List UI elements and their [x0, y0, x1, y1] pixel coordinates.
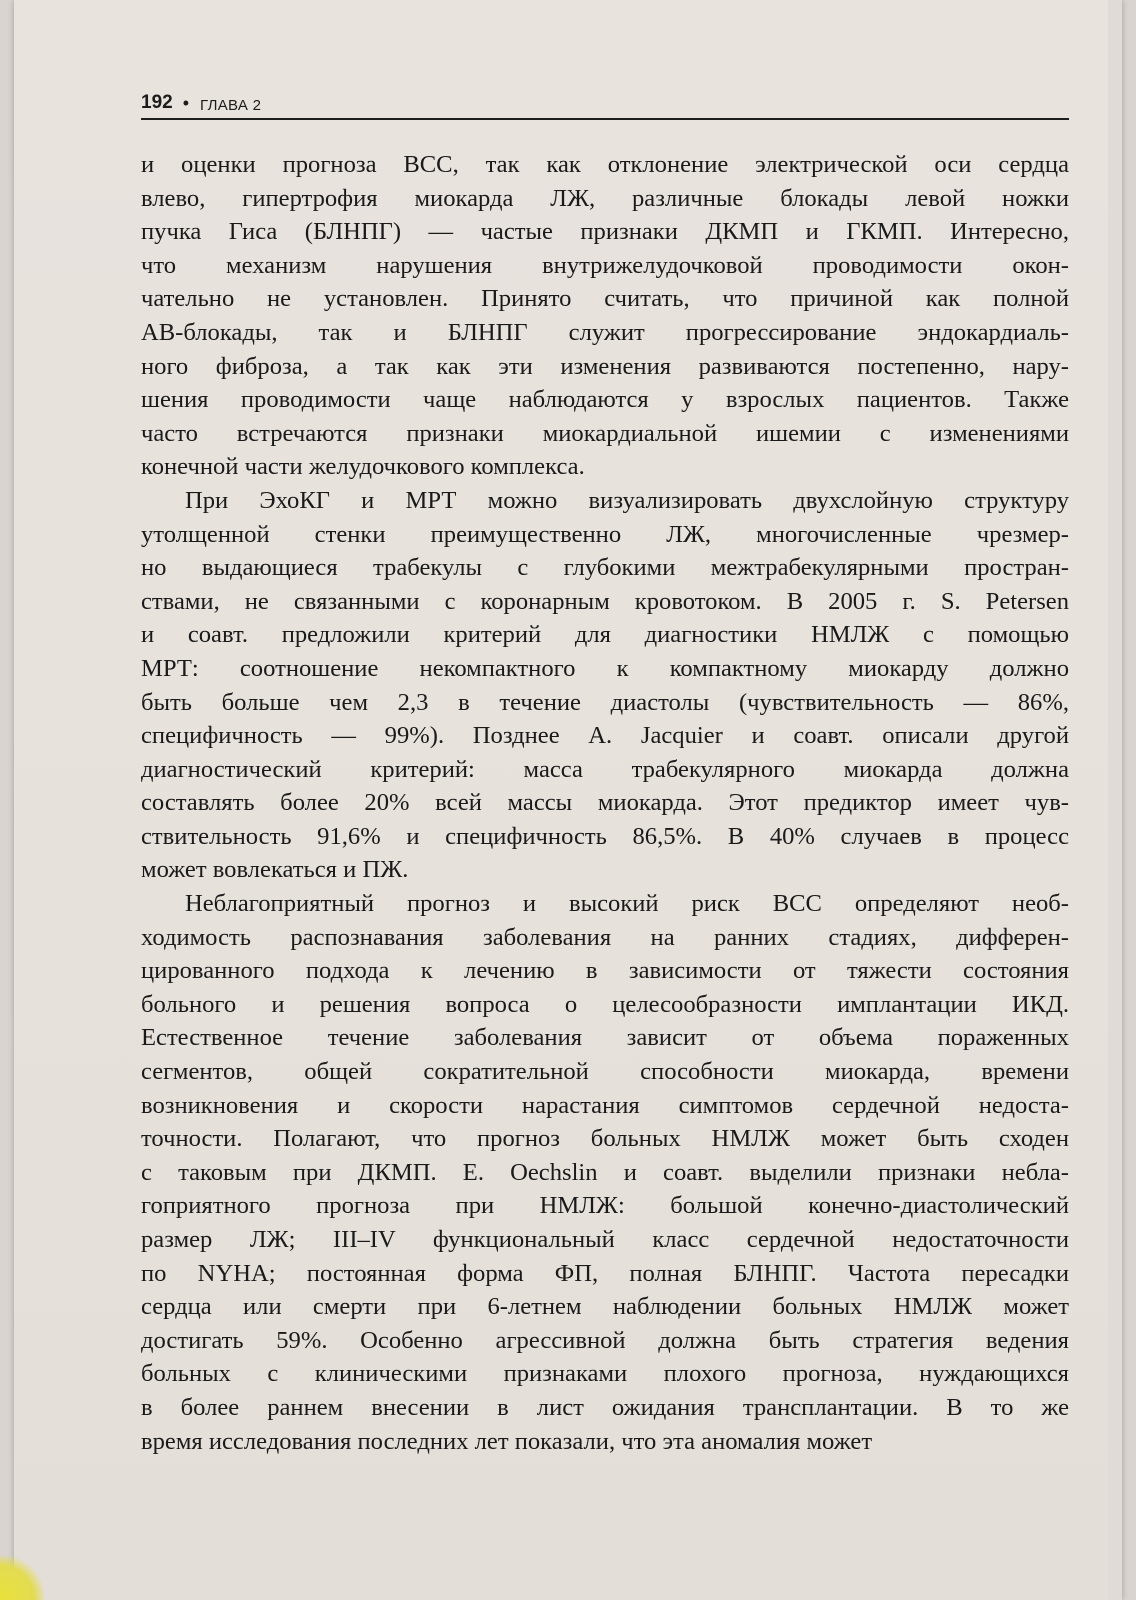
header-separator: •: [182, 93, 190, 113]
text-line: влево, гипертрофия миокарда ЛЖ, различные блокады левой ножки: [141, 184, 1069, 212]
text-line: специфичность — 99%). Позднее A. Jacquier и соавт. описали другой: [141, 722, 1069, 750]
text-line: размер ЛЖ; III–IV функциональный класс сердечной недостаточности: [141, 1226, 1069, 1253]
text-line: ного фиброза, а так как эти изменения развиваются постепенно, нару-: [141, 352, 1069, 380]
page-number: 192: [141, 92, 173, 113]
paragraph: [141, 484, 1069, 887]
text-line: достигать 59%. Особенно агрессивной должна быть стратегия ведения: [141, 1326, 1069, 1354]
body-text: [141, 148, 1069, 1458]
text-line: МРТ: соотношение некомпактного к компактному миокарду должно: [141, 654, 1069, 682]
text-line: и оценки прогноза ВСС, так как отклонение электрической оси сердца: [141, 151, 1069, 178]
page-edge: [1108, 0, 1122, 1600]
text-line: пучка Гиса (БЛНПГ) — частые признаки ДКМП и ГКМП. Интересно,: [141, 218, 1069, 246]
text-line: ствительность 91,6% и специфичность 86,5%. В 40% случаев в процесс: [141, 822, 1069, 850]
chapter-title: ГЛАВА 2: [200, 97, 262, 114]
text-line: сегментов, общей сократительной способности миокарда, времени: [141, 1058, 1069, 1086]
text-line: больных с клиническими признаками плохого прогноза, нуждающихся: [141, 1360, 1069, 1388]
text-line: диагностический критерий: масса трабекулярного миокарда должна: [141, 755, 1069, 783]
text-line: с таковым при ДКМП. E. Oechslin и соавт. выделили признаки небла-: [141, 1158, 1069, 1186]
text-line: Неблагоприятный прогноз и высокий риск ВСС определяют необ-: [185, 890, 1069, 918]
text-line: гоприятного прогноза при НМЛЖ: большой конечно-диастолический: [141, 1192, 1069, 1220]
text-line: больного и решения вопроса о целесообразности имплантации ИКД.: [141, 990, 1069, 1018]
text-line: точности. Полагают, что прогноз больных НМЛЖ может быть сходен: [141, 1125, 1069, 1153]
running-head: [141, 88, 1069, 120]
text-line: При ЭхоКГ и МРТ можно визуализировать двухслойную структуру: [185, 486, 1069, 514]
corner-sticker: [0, 1556, 44, 1600]
text-line: по NYHA; постоянная форма ФП, полная БЛНПГ. Частота пересадки: [141, 1259, 1069, 1287]
text-line: время исследования последних лет показали, что эта аномалия может: [141, 1427, 873, 1455]
book-page: [14, 0, 1122, 1600]
paragraph: [141, 887, 1069, 1458]
text-line: АВ-блокады, так и БЛНПГ служит прогрессирование эндокардиаль-: [141, 318, 1069, 346]
text-line: составлять более 20% всей массы миокарда. Этот предиктор имеет чув-: [141, 789, 1069, 817]
text-line: возникновения и скорости нарастания симптомов сердечной недоста-: [141, 1091, 1069, 1119]
paragraph: [141, 148, 1069, 484]
text-line: сердца или смерти при 6-летнем наблюдении больных НМЛЖ может: [141, 1293, 1069, 1321]
text-line: ходимость распознавания заболевания на ранних стадиях, дифферен-: [141, 923, 1069, 951]
text-line: ствами, не связанными с коронарным кровотоком. В 2005 г. S. Petersen: [141, 587, 1069, 615]
text-line: и соавт. предложили критерий для диагностики НМЛЖ с помощью: [141, 621, 1069, 649]
text-line: но выдающиеся трабекулы с глубокими межтрабекулярными простран-: [141, 554, 1069, 582]
text-line: может вовлекаться и ПЖ.: [141, 856, 409, 884]
text-line: чательно не установлен. Принято считать, что причиной как полной: [141, 285, 1069, 313]
text-line: что механизм нарушения внутрижелудочковой проводимости окон-: [141, 251, 1069, 279]
text-line: шения проводимости чаще наблюдаются у взрослых пациентов. Также: [141, 386, 1069, 414]
text-line: Естественное течение заболевания зависит от объема пораженных: [141, 1024, 1069, 1052]
text-line: быть больше чем 2,3 в течение диастолы (чувствительность — 86%,: [141, 688, 1069, 716]
text-line: в более раннем внесении в лист ожидания трансплантации. В то же: [141, 1393, 1069, 1421]
text-line: цированного подхода к лечению в зависимости от тяжести состояния: [141, 957, 1069, 985]
text-line: утолщенной стенки преимущественно ЛЖ, многочисленные чрезмер-: [141, 520, 1069, 548]
text-line: часто встречаются признаки миокардиальной ишемии с изменениями: [141, 419, 1069, 447]
text-line: конечной части желудочкового комплекса.: [141, 453, 585, 481]
